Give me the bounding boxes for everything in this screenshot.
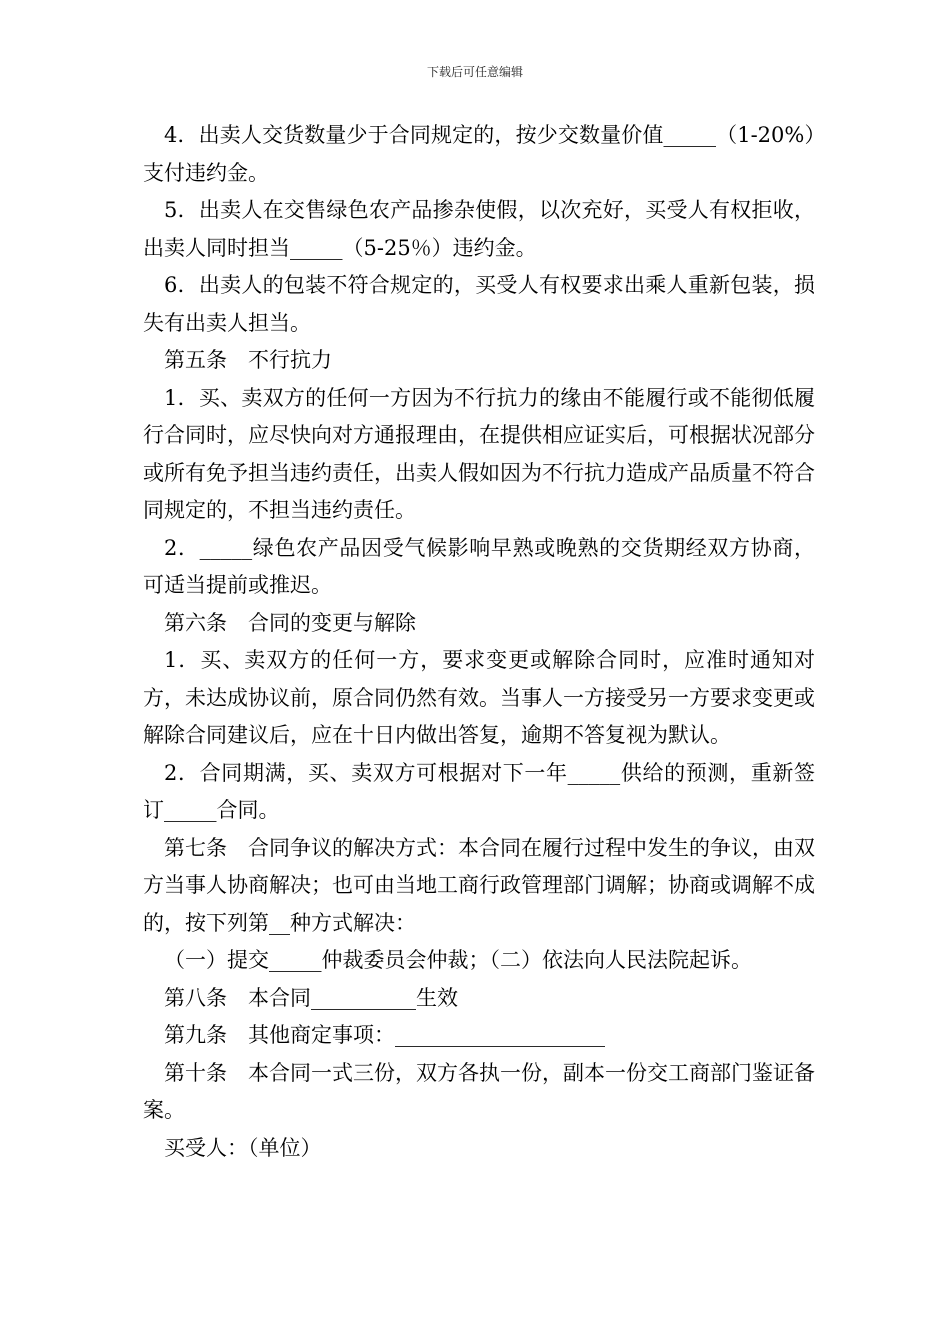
article-8-effective: 第八条 本合同__________生效 <box>164 985 458 1010</box>
article-6-item-1: 1．买、卖双方的任何一方，要求变更或解除合同时，应准时通知对方，未达成协议前，原合同仍然有效。当事人一方接受另一方要求变更或解除合同建议后，应在十日内做出答复，逾期不答复视为默认。 <box>143 648 815 747</box>
article-9-other-matters: 第九条 其他商定事项：____________________ <box>164 1023 605 1047</box>
article-5-item-1: 1．买、卖双方的任何一方因为不行抗力的缘由不能履行或不能彻低履行合同时，应尽快向对方通报理由，在提供相应证实后，可根据状况部分或所有免予担当违约责任，出卖人假如因为不行抗力造成产品质量不符合同规定的，不担当违约责任。 <box>143 385 815 522</box>
page-header-note: 下载后可任意编辑 <box>426 65 523 79</box>
article-6-heading: 第六条 合同的变更与解除 <box>164 610 416 635</box>
clause-4-penalty-quantity: 4．出卖人交货数量少于合同规定的，按少交数量价值_____（1-20%）支付违约金。 <box>143 123 815 185</box>
buyer-signature-line: 买受人：（单位） <box>164 1135 322 1160</box>
article-5-heading: 第五条 不行抗力 <box>164 348 332 372</box>
article-6-item-2: 2．合同期满，买、卖双方可根据对下一年_____供给的预测，重新签订_____合同。 <box>143 760 815 822</box>
article-7-dispute: 第七条 合同争议的解决方式：本合同在履行过程中发生的争议，由双方当事人协商解决；也可由当地工商行政管理部门调解；协商或调解不成的，按下列第__种方式解决： <box>143 835 815 935</box>
document-body <box>143 117 815 1167</box>
clause-5-adulteration: 5．出卖人在交售绿色农产品掺杂使假，以次充好，买受人有权拒收，出卖人同时担当_____（5-25％）违约金。 <box>143 198 815 260</box>
article-7-options: （一）提交_____仲裁委员会仲裁；（二）依法向人民法院起诉。 <box>164 948 752 972</box>
article-10-copies: 第十条 本合同一式三份，双方各执一份，副本一份交工商部门鉴证备案。 <box>143 1060 815 1122</box>
article-5-item-2: 2．_____绿色农产品因受气候影响早熟或晚熟的交货期经双方协商，可适当提前或推迟。 <box>143 535 815 597</box>
clause-6-packaging: 6．出卖人的包装不符合规定的，买受人有权要求出乘人重新包装，损失有出卖人担当。 <box>143 273 815 335</box>
